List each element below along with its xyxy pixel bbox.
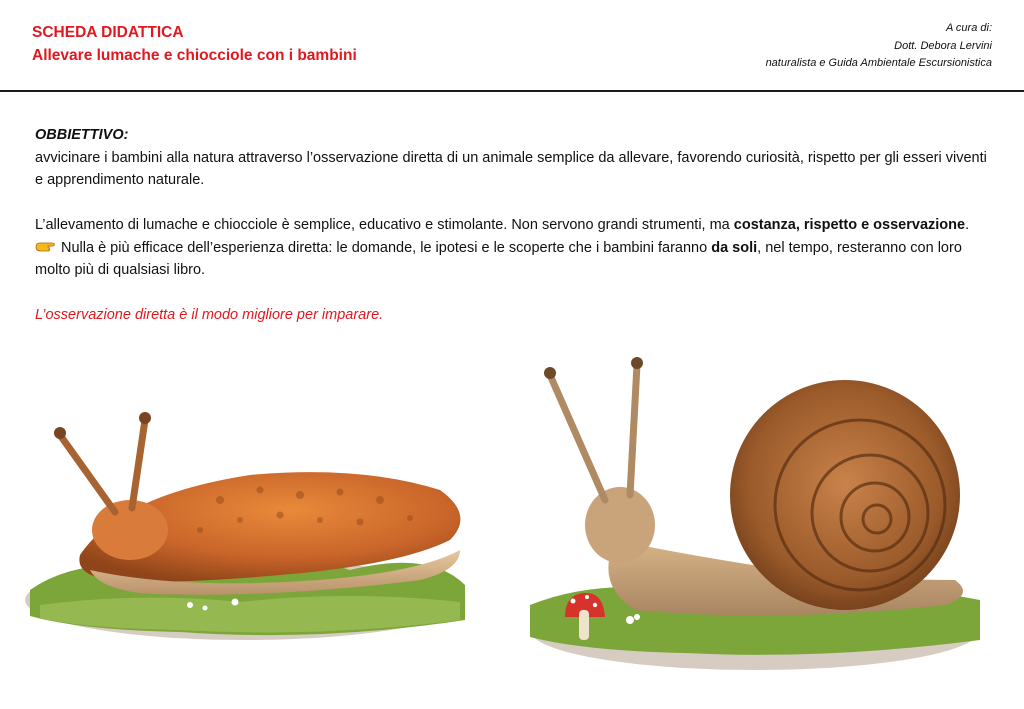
document-title: SCHEDA DIDATTICA xyxy=(32,24,184,41)
header-divider xyxy=(0,90,1024,92)
paragraph-esperienza: Nulla è più efficace dell’esperienza diretta: le domande, le ipotesi e le scoperte che i bambini faranno da soli, nel tempo, resteranno con loro molto più di qualsiasi libro. xyxy=(35,239,962,278)
pointing-hand-icon xyxy=(35,239,57,253)
objective-text: avvicinare i bambini alla natura attraverso l’osservazione diretta di un animale semplice da allevare, favorendo curiosità, rispetto per gli esseri viventi e apprendimento naturale. xyxy=(35,149,987,188)
slug-illustration xyxy=(20,380,470,655)
content-body xyxy=(35,124,995,327)
paragraph-allevamento: L’allevamento di lumache e chiocciole è semplice, educativo e stimolante. Non servono grandi strumenti, ma costanza, rispetto e osservazione. xyxy=(35,217,970,233)
snail-illustration xyxy=(525,355,985,675)
author-name: Dott. Debora Lervini xyxy=(894,39,992,52)
author-label: A cura di: xyxy=(945,22,992,34)
objective-heading: OBBIETTIVO: xyxy=(35,127,129,143)
document-subtitle: Allevare lumache e chiocciole con i bambini xyxy=(32,47,357,64)
red-quote: L’osservazione diretta è il modo migliore per imparare. xyxy=(35,307,384,323)
author-block xyxy=(766,20,992,73)
bold-phrase: costanza, rispetto e osservazione xyxy=(733,217,966,233)
header xyxy=(0,0,1024,92)
bold-phrase: da soli xyxy=(711,239,758,256)
author-role: naturalista e Guida Ambientale Escursionistica xyxy=(765,57,992,69)
